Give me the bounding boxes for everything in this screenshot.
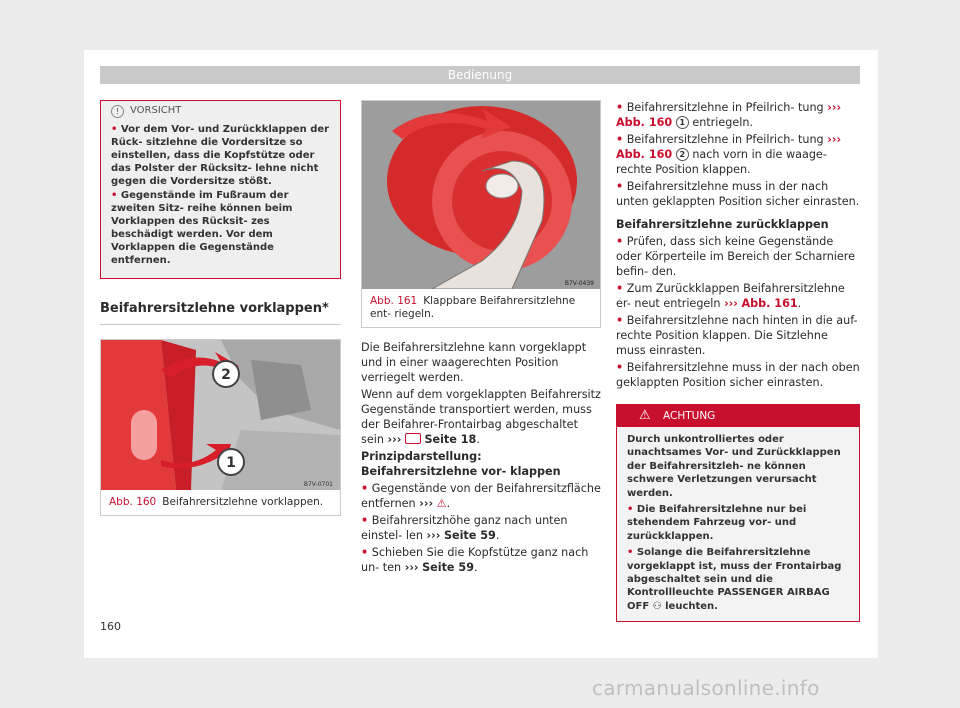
paragraph: Wenn auf dem vorgeklappten Beifahrersitz Gegenstände transportiert werden, muss der Beifahrer-Frontairbag abgeschaltet sein ››› Seite 18. [361, 388, 601, 446]
ref-arrow: ››› [827, 101, 842, 114]
paragraph: Die Beifahrersitzlehne kann vorgeklappt und in einer waagerechten Position verriegelt werden. [361, 341, 587, 384]
page-ref-link[interactable]: Seite 18 [424, 433, 477, 446]
section-title: Beifahrersitzlehne vorklappen* [100, 301, 341, 325]
lever-illustration [362, 101, 600, 289]
bullet-text: nach vorn in die waage- rechte Position klappen. [616, 148, 827, 176]
bullet-icon: • [616, 133, 624, 146]
caution-label: VORSICHT [130, 105, 182, 116]
ref-arrow: ››› [387, 433, 402, 446]
bullet-icon: • [361, 546, 369, 559]
bullet-icon: • [616, 180, 624, 193]
bullet-icon: • [616, 314, 624, 327]
figure-ref-link[interactable]: Abb. 161 [741, 297, 798, 310]
bullet-icon: • [616, 101, 624, 114]
figure-ref-link[interactable]: Abb. 160 [616, 116, 673, 129]
figure-161 [361, 100, 601, 328]
bullet-text: Beifahrersitzlehne in Pfeilrich- tung [626, 101, 824, 114]
bullet-item: • Zum Zurückklappen Beifahrersitzlehne er- neut entriegeln ››› Abb. 161. [616, 282, 845, 310]
bullet-text: Beifahrersitzlehne in Pfeilrich- tung [626, 133, 824, 146]
bullet-text: Gegenstände von der Beifahrersitzfläche entfernen [361, 482, 601, 510]
caption-text: Klappbare Beifahrersitzlehne ent- riegeln. [370, 295, 576, 320]
bullet-icon: • [361, 514, 369, 527]
bullet-text: Beifahrersitzlehne muss in der nach unten geklappten Position sicher einrasten. [616, 180, 860, 208]
page-header: Bedienung [100, 66, 860, 84]
page-ref-link[interactable]: Seite 59 [443, 529, 496, 542]
watermark: carmanualsonline.info [592, 676, 820, 700]
bullet-icon: • [361, 482, 369, 495]
bullet-item [616, 100, 860, 130]
bullet-icon: • [627, 504, 634, 516]
fig160-code: B7V-0701 [303, 481, 333, 488]
subheading: Prinzipdarstellung: Beifahrersitzlehne vor- klappen [361, 450, 561, 478]
caption-text: Beifahrersitzlehne vorklappen. [162, 496, 324, 508]
caution-item [111, 123, 330, 188]
figure-160 [100, 339, 341, 516]
figure-ref-link[interactable]: Abb. 160 [616, 148, 673, 161]
warning-item-text: Solange die Beifahrersitzlehne vorgeklappt ist, muss der Frontairbag abgeschaltet sein und die Kontrollleuchte PASSENGER AIRBAG OFF [627, 547, 842, 612]
bullet-item [616, 313, 860, 358]
bullet-icon: • [616, 235, 624, 248]
airbag-off-icon: ⚇ [652, 600, 662, 612]
warning-header [617, 405, 859, 427]
bullet-icon: • [616, 282, 624, 295]
fig160-marker-1: 1 [226, 455, 236, 471]
info-circle-icon: ! [111, 105, 124, 118]
bullet-icon: • [111, 190, 118, 201]
bullet-item: • Beifahrersitzhöhe ganz nach unten einstel- len ››› Seite 59. [361, 514, 568, 542]
bullet-item: • Schieben Sie die Kopfstütze ganz nach un- ten ››› Seite 59. [361, 546, 589, 574]
bullet-item [616, 234, 860, 279]
ref-arrow: ››› [426, 529, 441, 542]
page-number: 160 [100, 620, 121, 633]
warning-intro: Durch unkontrolliertes oder unachtsames Vor- und Zurückklappen der Beifahrersitzleh- ne können schwere Verletzungen verursacht werden. [627, 434, 841, 499]
fig161-code: B7V-0439 [564, 280, 594, 287]
warning-item-text: leuchten. [665, 600, 718, 612]
bullet-text: Beifahrersitzlehne nach hinten in die auf- rechte Position klappen. Die Sitzlehne muss einrasten. [616, 314, 858, 357]
caution-item-text: Vor dem Vor- und Zurückklappen der Rück- sitzlehne die Vordersitze so einstellen, dass die Kopfstütze oder das Polster der Rücksitz- lehne nicht gegen die Vordersitze stößt. [111, 124, 330, 187]
bullet-icon: • [111, 124, 118, 135]
bullet-icon: • [616, 361, 624, 374]
warning-triangle-icon: ⚠ [436, 497, 447, 510]
caution-item-text: Gegenstände im Fußraum der zweiten Sitz- reihe können beim Vorklappen des Rücksit- zes beschädigt werden. Vor dem Vorklappen die Gegenstände entfernen. [111, 190, 293, 266]
column-right [616, 100, 860, 622]
caution-box [100, 100, 341, 279]
bullet-text: Beifahrersitzlehne muss in der nach oben geklappten Position sicher einrasten. [616, 361, 860, 389]
figure-label: Abb. 161 [370, 295, 418, 307]
airbag-book-icon [405, 433, 421, 444]
bullet-text: Schieben Sie die Kopfstütze ganz nach un- ten [361, 546, 589, 574]
figure-caption [101, 490, 340, 515]
caution-body [101, 121, 340, 278]
paragraph-text: Wenn auf dem vorgeklappten Beifahrersitz Gegenstände transportiert werden, muss der Beifahrer-Frontairbag abgeschaltet sein [361, 388, 601, 446]
column-left [100, 100, 341, 516]
bullet-text: Beifahrersitzhöhe ganz nach unten einstel- len [361, 514, 568, 542]
ref-arrow: ››› [404, 561, 419, 574]
figure-caption [362, 289, 600, 327]
caution-header [101, 101, 340, 121]
bullet-text: Zum Zurückklappen Beifahrersitzlehne er- neut entriegeln [616, 282, 845, 310]
warning-body [617, 427, 859, 621]
bullet-item [616, 132, 860, 177]
bullet-text: entriegeln. [692, 116, 754, 129]
warning-item [627, 503, 849, 543]
callout-number: 1 [676, 116, 689, 129]
callout-number: 2 [676, 148, 689, 161]
subheading: Beifahrersitzlehne zurückklappen [616, 218, 829, 231]
page-ref-link[interactable]: Seite 59 [422, 561, 474, 574]
warning-triangle-icon: ⚠ [639, 408, 651, 423]
bullet-item [616, 360, 860, 390]
warning-item [627, 546, 849, 613]
warning-item-text: Die Beifahrersitzlehne nur bei stehendem Fahrzeug vor- und zurückklappen. [627, 504, 807, 542]
caution-item [111, 189, 330, 267]
ref-arrow: ››› [724, 297, 738, 310]
fig160-marker-2: 2 [221, 367, 231, 383]
figure-label: Abb. 160 [109, 496, 157, 508]
bullet-text: Prüfen, dass sich keine Gegenstände oder Körperteile im Bereich der Scharniere befin- den. [616, 235, 856, 278]
warning-box [616, 404, 860, 622]
ref-arrow: ››› [827, 133, 842, 146]
bullet-icon: • [627, 547, 634, 559]
column-middle [361, 100, 601, 577]
ref-arrow: ››› [419, 497, 434, 510]
warning-label: ACHTUNG [663, 410, 716, 422]
bullet-item [616, 179, 860, 209]
seat-illustration [101, 340, 340, 490]
bullet-item: • Gegenstände von der Beifahrersitzfläche entfernen ››› ⚠. [361, 482, 601, 510]
